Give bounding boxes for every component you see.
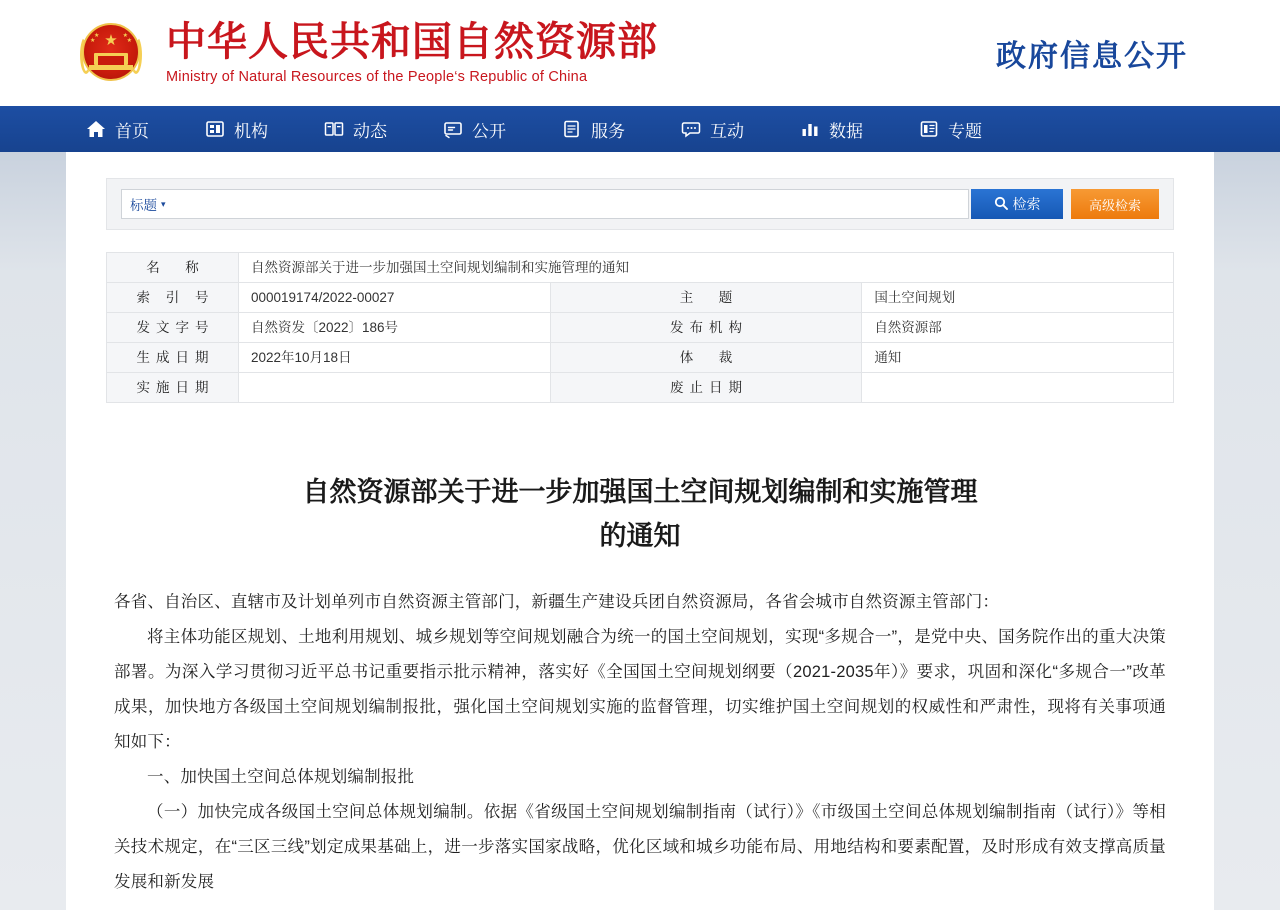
search-icon	[994, 196, 1008, 213]
nav-item-interaction[interactable]	[681, 117, 744, 142]
table-row	[107, 283, 1174, 313]
document-title	[140, 471, 1140, 559]
nav-item-label: 专题	[948, 121, 982, 141]
table-row	[107, 253, 1174, 283]
site-title-block	[166, 19, 658, 87]
meta-label: 发布机构	[550, 313, 862, 343]
meta-value: 通知	[862, 343, 1174, 373]
meta-label: 发文字号	[107, 313, 239, 343]
gov-info-disclosure-title: 政府信息公开	[996, 40, 1188, 73]
nav-item-label: 首页	[115, 121, 149, 141]
page-background	[0, 152, 1280, 910]
meta-value: 自然资源部关于进一步加强国土空间规划编制和实施管理的通知	[239, 253, 1174, 283]
search-input[interactable]	[174, 189, 969, 219]
meta-value: 2022年10月18日	[239, 343, 551, 373]
document-paragraph: 将主体功能区规划、土地利用规划、城乡规划等空间规划融合为统一的国土空间规划，实现“多规合一”，是党中央、国务院作出的重大决策部署。为深入学习贯彻习近平总书记重要指示批示精神，落实好《全国国土空间规划纲要（2021-2035年）》要求，巩固和深化“多规合一”改革成果，加快地方各级国土空间规划编制报批，强化国土空间规划实施的监督管理，切实维护国土空间规划的权威性和严肃性，现将有关事项通知如下：	[114, 628, 1166, 751]
nav-item-organization[interactable]	[205, 117, 268, 142]
document-meta-table	[106, 252, 1174, 403]
meta-label: 废止日期	[550, 373, 862, 403]
document-title-line1: 自然资源部关于进一步加强国土空间规划编制和实施管理	[302, 477, 978, 508]
chat-icon	[681, 119, 701, 139]
site-title-en: Ministry of Natural Resources of the People‘s Republic of China	[166, 68, 588, 85]
advanced-search-button[interactable]: 高级检索	[1071, 189, 1159, 219]
meta-value: 自然资源部	[862, 313, 1174, 343]
table-row	[107, 373, 1174, 403]
meta-value	[239, 373, 551, 403]
chevron-down-icon: ▾	[161, 198, 166, 209]
main-navigation	[0, 106, 1280, 152]
search-scope-select[interactable]	[121, 189, 174, 219]
nav-item-label: 互动	[710, 121, 744, 141]
search-button[interactable]	[971, 189, 1063, 219]
news-icon	[324, 119, 344, 139]
meta-label: 生成日期	[107, 343, 239, 373]
meta-label: 实施日期	[107, 373, 239, 403]
search-scope-label: 标题	[130, 198, 157, 213]
nav-item-label: 服务	[591, 121, 625, 141]
document-paragraph: （一）加快完成各级国土空间总体规划编制。依据《省级国土空间规划编制指南（试行）》《市级国土空间总体规划编制指南（试行）》等相关技术规定，在“三区三线”划定成果基础上，进一步落实国家战略，优化区域和城乡功能布局、用地结构和要素配置，及时形成有效支撑高质量发展和新发展	[114, 803, 1166, 891]
document-paragraph: 各省、自治区、直辖市及计划单列市自然资源主管部门，新疆生产建设兵团自然资源局，各省会城市自然资源主管部门：	[114, 593, 1000, 611]
document-body	[106, 585, 1174, 900]
site-header	[0, 0, 1280, 106]
search-bar	[106, 178, 1174, 230]
nav-item-news[interactable]	[324, 117, 387, 142]
table-row	[107, 343, 1174, 373]
nav-item-topics[interactable]	[919, 117, 982, 142]
document-paragraph: 一、加快国土空间总体规划编制报批	[147, 768, 415, 786]
nav-item-label: 动态	[353, 121, 387, 141]
home-icon	[86, 119, 106, 139]
meta-value: 国土空间规划	[862, 283, 1174, 313]
chart-icon	[800, 119, 820, 139]
nav-item-label: 数据	[829, 121, 863, 141]
nav-item-disclosure[interactable]	[443, 117, 506, 142]
meta-label: 主 题	[550, 283, 862, 313]
nav-item-home[interactable]	[86, 117, 149, 142]
organization-icon	[205, 119, 225, 139]
document-title-line2: 的通知	[599, 521, 681, 552]
content-card	[66, 152, 1214, 910]
national-emblem-icon: ★ ★ ★ ★ ★	[78, 20, 144, 86]
meta-value: 自然资发〔2022〕186号	[239, 313, 551, 343]
nav-item-label: 机构	[234, 121, 268, 141]
disclosure-icon	[443, 119, 463, 139]
table-row	[107, 313, 1174, 343]
site-title-cn: 中华人民共和国自然资源部	[166, 18, 658, 65]
meta-label: 体 裁	[550, 343, 862, 373]
nav-item-label: 公开	[472, 121, 506, 141]
nav-item-service[interactable]	[562, 117, 625, 142]
service-icon	[562, 119, 582, 139]
meta-value: 000019174/2022-00027	[239, 283, 551, 313]
meta-label: 索 引 号	[107, 283, 239, 313]
nav-item-data[interactable]	[800, 117, 863, 142]
search-button-label: 检索	[1012, 196, 1041, 212]
topic-icon	[919, 119, 939, 139]
meta-value	[862, 373, 1174, 403]
meta-label: 名 称	[107, 253, 239, 283]
